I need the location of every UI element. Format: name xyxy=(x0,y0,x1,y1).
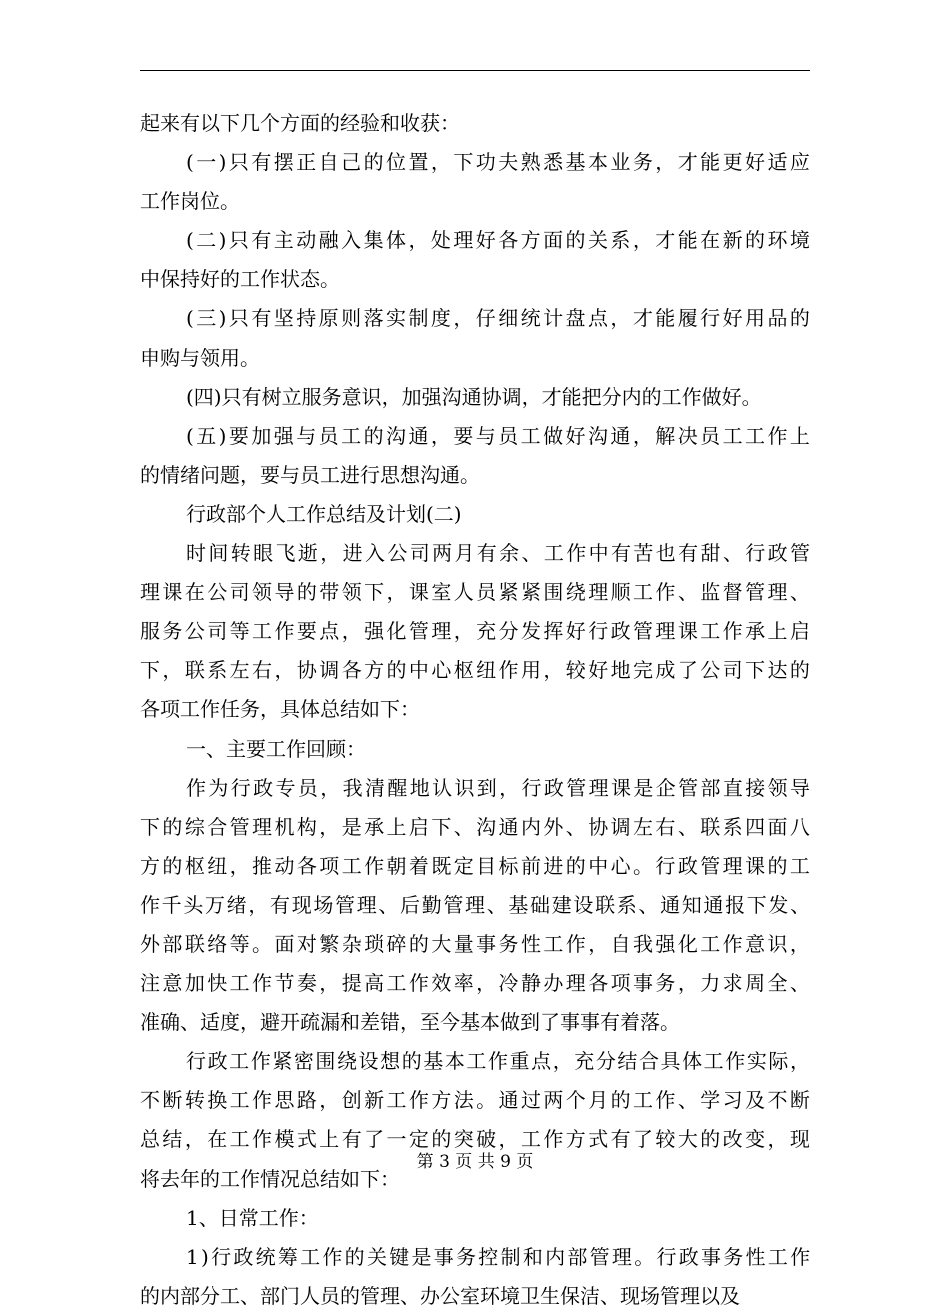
paragraph xyxy=(140,378,810,417)
text-line: (一)只有摆正自己的位置，下功夫熟悉基本业务，才能更好适应 xyxy=(186,150,813,175)
text-line: 各项工作任务，具体总结如下： xyxy=(140,697,420,722)
text-line: 理课在公司领导的带领下，课室人员紧紧围绕理顺工作、监督管理、 xyxy=(140,580,813,605)
text-line: 工作岗位。 xyxy=(140,189,240,214)
text-line: 总结，在工作模式上有了一定的突破，工作方式有了较大的改变，现 xyxy=(140,1127,813,1152)
text-line: 方的枢纽，推动各项工作朝着既定目标前进的中心。行政管理课的工 xyxy=(140,853,813,878)
text-line: 1、日常工作： xyxy=(186,1205,319,1230)
text-line: (三)只有坚持原则落实制度，仔细统计盘点，才能履行好用品的 xyxy=(186,306,813,331)
text-line: 将去年的工作情况总结如下： xyxy=(140,1166,400,1191)
paragraph xyxy=(140,1238,813,1316)
text-line: 起来有以下几个方面的经验和收获： xyxy=(140,111,460,135)
text-line: 1)行政统筹工作的关键是事务控制和内部管理。行政事务性工作 xyxy=(186,1244,813,1269)
text-line: 行政工作紧密围绕设想的基本工作重点，充分结合具体工作实际， xyxy=(186,1049,812,1074)
paragraph xyxy=(140,143,813,221)
text-line: 时间转眼飞逝，进入公司两月有余、工作中有苦也有甜、行政管 xyxy=(186,541,813,566)
text-line: 下的综合管理机构，是承上启下、沟通内外、协调左右、联系四面八 xyxy=(140,814,813,839)
text-line: 的内部分工、部门人员的管理、办公室环境卫生保洁、现场管理以及 xyxy=(140,1283,740,1308)
paragraph xyxy=(140,104,810,143)
text-line: 作为行政专员，我清醒地认识到，行政管理课是企管部直接领导 xyxy=(186,775,813,800)
document-body xyxy=(140,104,813,1316)
text-line: 一、主要工作回顾： xyxy=(186,736,366,761)
text-line: 下，联系左右，协调各方的中心枢纽作用，较好地完成了公司下达的 xyxy=(140,658,813,683)
text-line: 注意加快工作节奏，提高工作效率，冷静办理各项事务，力求周全、 xyxy=(140,971,813,996)
paragraph xyxy=(140,1199,810,1238)
text-line: 申购与领用。 xyxy=(140,345,260,370)
text-line: 中保持好的工作状态。 xyxy=(140,267,340,292)
paragraph xyxy=(140,769,813,1043)
paragraph xyxy=(140,417,813,495)
text-line: 外部联络等。面对繁杂琐碎的大量事务性工作，自我强化工作意识， xyxy=(140,931,813,956)
text-line: 不断转换工作思路，创新工作方法。通过两个月的工作、学习及不断 xyxy=(140,1088,813,1113)
page-number: 第 3 页 共 9 页 xyxy=(416,1152,534,1172)
text-line: 行政部个人工作总结及计划(二) xyxy=(186,501,462,526)
text-line: (五)要加强与员工的沟通，要与员工做好沟通，解决员工工作上 xyxy=(186,423,813,448)
paragraph xyxy=(140,534,813,729)
text-line: (四)只有树立服务意识，加强沟通协调，才能把分内的工作做好。 xyxy=(186,384,762,409)
text-line: 服务公司等工作要点，强化管理，充分发挥好行政管理课工作承上启 xyxy=(140,619,813,644)
paragraph xyxy=(140,730,810,769)
paragraph xyxy=(140,1042,813,1198)
text-line: 作千头万绪，有现场管理、后勤管理、基础建设联系、通知通报下发、 xyxy=(140,892,812,917)
text-line: 准确、适度，避开疏漏和差错，至今基本做到了事事有着落。 xyxy=(140,1010,680,1035)
paragraph xyxy=(140,221,813,299)
header-rule xyxy=(140,70,810,71)
paragraph xyxy=(140,299,813,377)
text-line: (二)只有主动融入集体，处理好各方面的关系，才能在新的环境 xyxy=(186,228,813,253)
paragraph xyxy=(140,495,810,534)
text-line: 的情绪问题，要与员工进行思想沟通。 xyxy=(140,462,480,487)
